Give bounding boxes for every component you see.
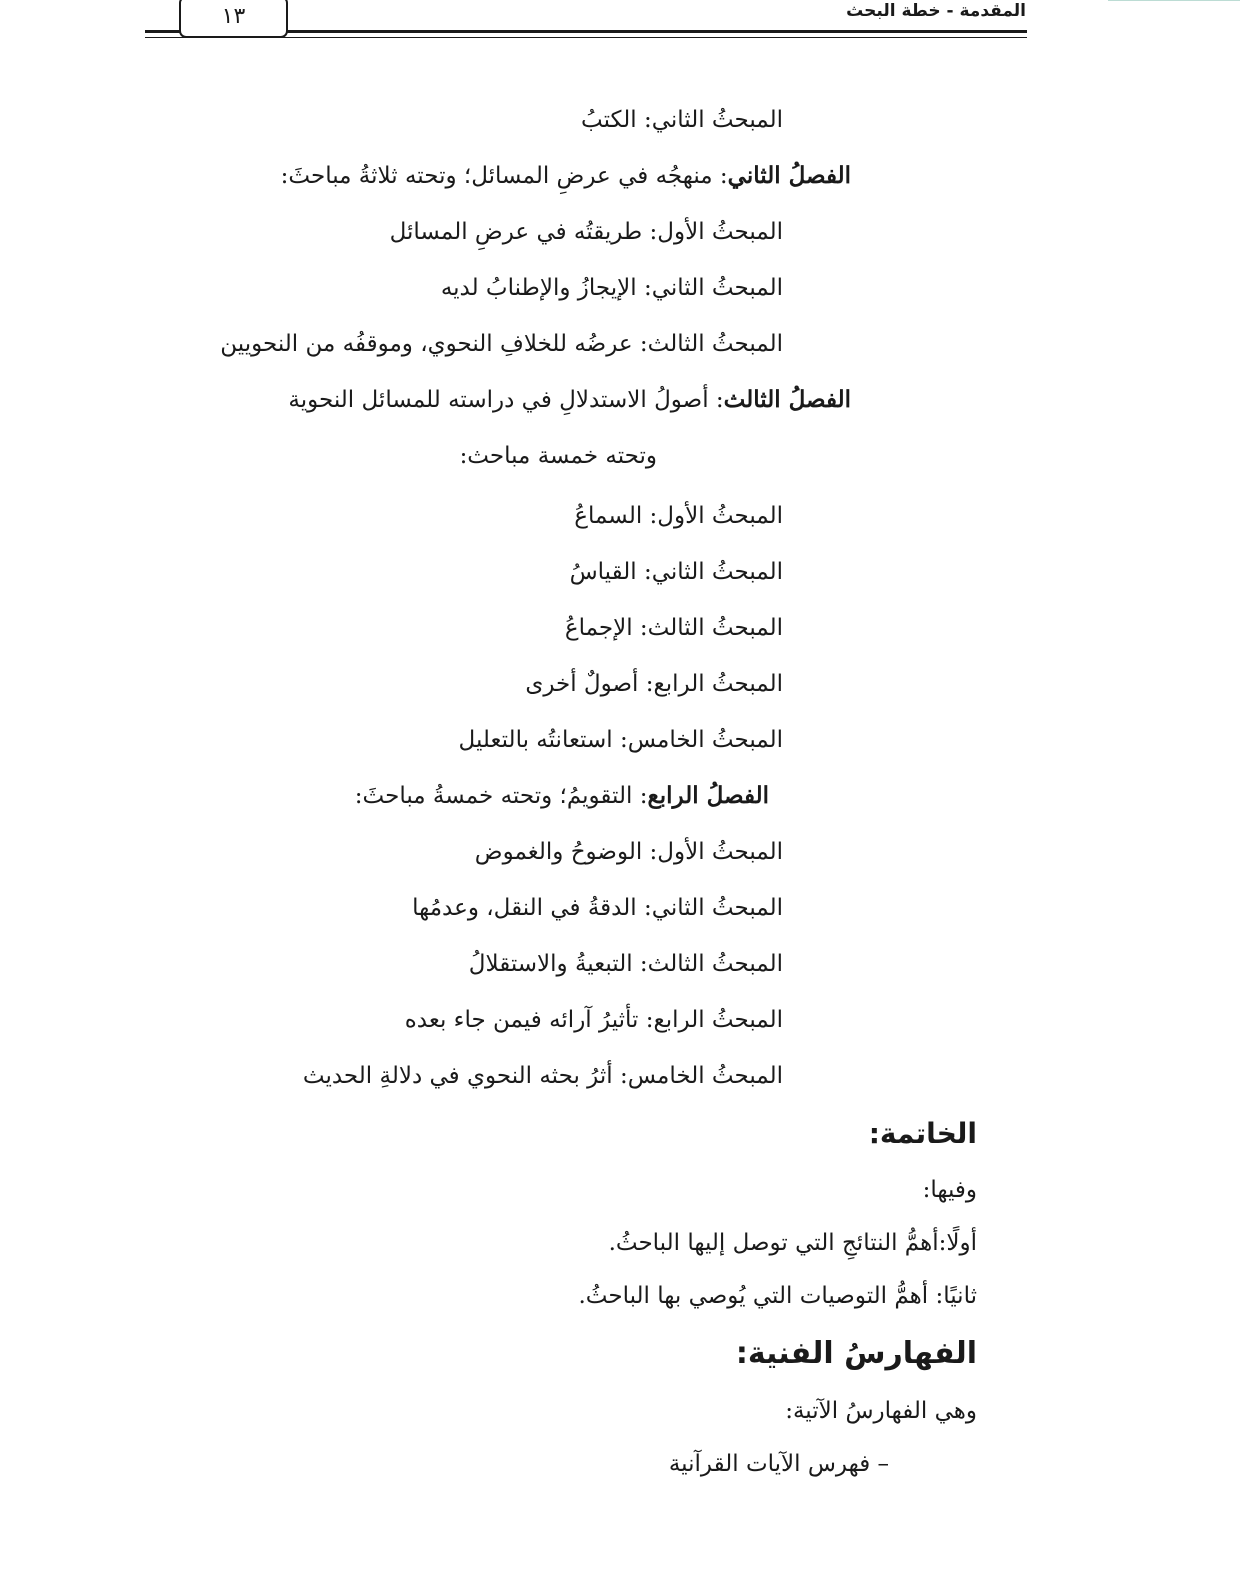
- corner-mark: [1108, 0, 1240, 6]
- section-line: المبحثُ الثالث: الإجماعُ: [564, 615, 783, 641]
- section-line: المبحثُ الخامس: أثرُ بحثه النحوي في دلالةِ الحديث: [302, 1063, 783, 1089]
- section-line: المبحثُ الثاني: الكتبُ: [581, 107, 783, 133]
- page-number: ١٣: [179, 0, 288, 38]
- chapter-text: : أصولُ الاستدلالِ في دراسته للمسائل النحوية: [288, 387, 724, 413]
- section-line: المبحثُ الثاني: الدقةُ في النقل، وعدمُها: [412, 895, 783, 921]
- section-line: المبحثُ الرابع: تأثيرُ آرائه فيمن جاء بعده: [404, 1007, 783, 1033]
- chapter-label: الفصلُ الثاني: [727, 162, 851, 189]
- chapter-line: [145, 768, 977, 824]
- section-line: المبحثُ الثاني: القياسُ: [569, 559, 783, 585]
- section-line: المبحثُ الأول: طريقتُه في عرضِ المسائل: [389, 219, 783, 245]
- chapter-line: [145, 372, 977, 428]
- section-line: المبحثُ الخامس: استعانتُه بالتعليل: [458, 727, 783, 753]
- chapter-text: : التقويمُ؛ وتحته خمسةُ مباحثَ:: [354, 783, 648, 809]
- chapter-label: الفصلُ الثالث: [723, 386, 851, 413]
- indexes-heading: الفهارسُ الفنية:: [735, 1336, 977, 1371]
- index-item: – فهرس الآيات القرآنية: [668, 1451, 889, 1477]
- chapter-line: [145, 148, 977, 204]
- indexes-intro: وهي الفهارسُ الآتية:: [785, 1398, 977, 1424]
- section-line: المبحثُ الثاني: الإيجازُ والإطنابُ لديه: [440, 275, 783, 301]
- conclusion-line: أولًا:أهمُّ النتائجِ التي توصل إليها الباحثُ.: [608, 1230, 977, 1256]
- chapter-text: : منهجُه في عرضِ المسائل؛ وتحته ثلاثةُ مباحثَ:: [280, 163, 728, 189]
- section-line: المبحثُ الأول: الوضوحُ والغموض: [474, 839, 783, 865]
- running-head: المقدمة - خطة البحث: [846, 1, 1026, 21]
- conclusion-line: وفيها:: [922, 1177, 977, 1203]
- conclusion-heading: الخاتمة:: [868, 1117, 977, 1150]
- page-body: [145, 92, 977, 1491]
- conclusion-line: ثانيًا: أهمُّ التوصيات التي يُوصي بها الباحثُ.: [578, 1283, 977, 1309]
- section-line: المبحثُ الثالث: التبعيةُ والاستقلالُ: [468, 951, 783, 977]
- section-line: المبحثُ الأول: السماعُ: [574, 503, 783, 529]
- chapter-label: الفصلُ الرابع: [647, 782, 769, 809]
- section-line: المبحثُ الثالث: عرضُه للخلافِ النحوي، وموقفُه من النحويين: [220, 331, 783, 357]
- section-line: المبحثُ الرابع: أصولٌ أخرى: [525, 671, 783, 697]
- chapter-continuation: وتحته خمسة مباحث:: [459, 443, 657, 469]
